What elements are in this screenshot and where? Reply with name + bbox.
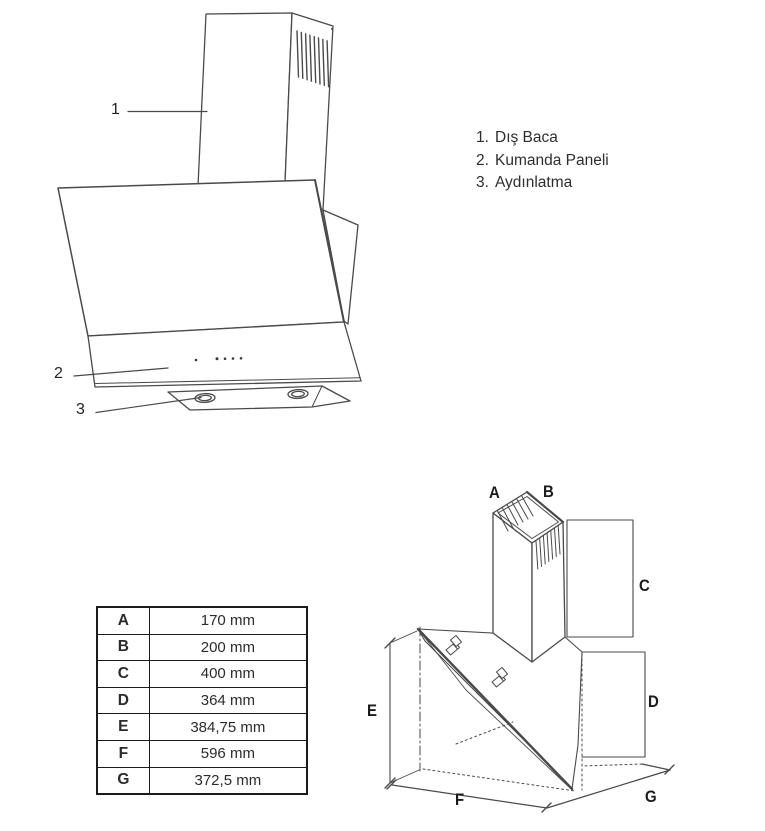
dim-key-G: G xyxy=(97,767,149,794)
dim-value-G: 372,5 mm xyxy=(149,767,307,794)
dim-label-B: B xyxy=(543,482,554,501)
parts-legend xyxy=(476,127,609,195)
callout-2: 2 xyxy=(54,365,63,382)
legend-num-1: 1. xyxy=(476,129,489,146)
dim-key-B: B xyxy=(97,634,149,661)
table-row xyxy=(97,607,307,634)
dimension-line-E xyxy=(385,631,419,788)
table-row xyxy=(97,634,307,661)
mounting-bracket-1 xyxy=(446,636,462,656)
legend-label-3: Aydınlatma xyxy=(495,174,573,191)
mounting-bracket-2 xyxy=(492,668,508,688)
callout-1: 1 xyxy=(111,101,120,118)
table-row xyxy=(97,714,307,741)
hood-dimension-drawing xyxy=(385,492,674,812)
hood-perspective-drawing xyxy=(58,13,361,413)
dim-label-G: G xyxy=(645,787,657,806)
dim-label-E: E xyxy=(367,701,377,720)
table-row xyxy=(97,740,307,767)
glass-panel xyxy=(58,180,344,336)
legend-label-1: Dış Baca xyxy=(495,129,558,146)
legend-item-2 xyxy=(476,150,609,173)
table-row xyxy=(97,767,307,794)
dim-value-C: 400 mm xyxy=(149,661,307,688)
dim-value-E: 384,75 mm xyxy=(149,714,307,741)
dimension-box-D xyxy=(582,652,645,757)
dim-label-A: A xyxy=(489,483,500,502)
table-row xyxy=(97,661,307,688)
dim-value-F: 596 mm xyxy=(149,740,307,767)
dimension-table xyxy=(96,606,308,795)
dim-label-D: D xyxy=(648,692,659,711)
dim-value-A: 170 mm xyxy=(149,607,307,634)
callout-3: 3 xyxy=(76,401,85,418)
dim-key-A: A xyxy=(97,607,149,634)
dim-value-D: 364 mm xyxy=(149,687,307,714)
legend-item-3 xyxy=(476,172,609,195)
legend-num-2: 2. xyxy=(476,151,489,169)
dim-key-C: C xyxy=(97,661,149,688)
dimension-box-C xyxy=(567,520,633,637)
dim-key-E: E xyxy=(97,714,149,741)
legend-item-1 xyxy=(476,127,609,150)
dim-key-D: D xyxy=(97,687,149,714)
table-row xyxy=(97,687,307,714)
dim-value-B: 200 mm xyxy=(149,634,307,661)
legend-num-3: 3. xyxy=(476,174,489,191)
legend-label-2: Kumanda Paneli xyxy=(495,151,609,169)
dim-label-C: C xyxy=(639,576,650,595)
dim-key-F: F xyxy=(97,740,149,767)
dim-label-F: F xyxy=(455,790,465,809)
